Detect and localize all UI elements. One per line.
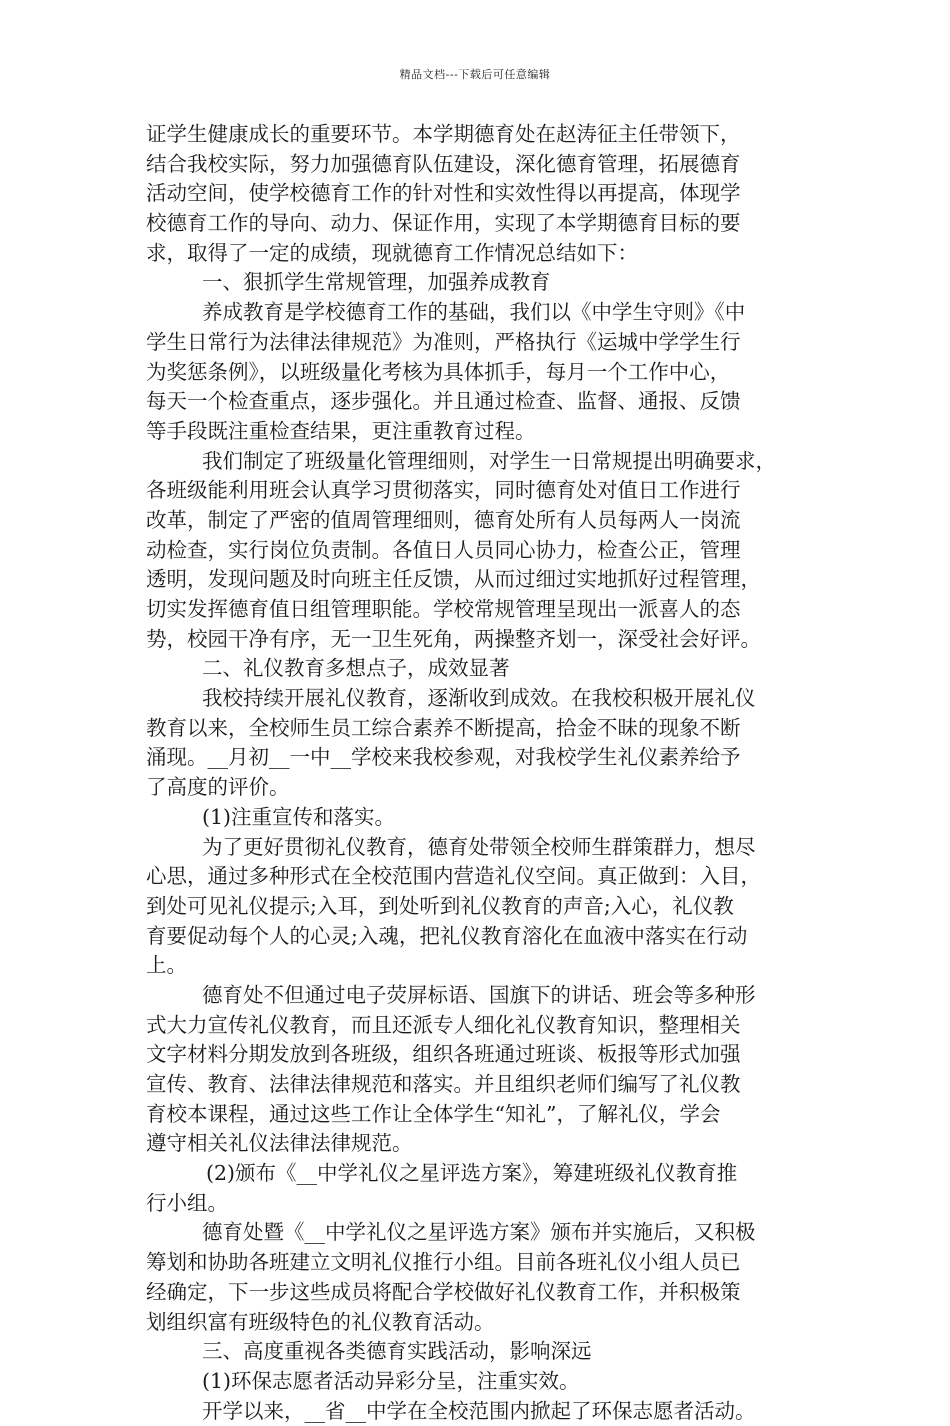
text-line: 结合我校实际，努力加强德育队伍建设，深化德育管理，拓展德育 bbox=[146, 151, 741, 176]
text-line: 行小组。 bbox=[146, 1190, 228, 1215]
text-line: 二、礼仪教育多想点子，成效显著 bbox=[202, 656, 510, 681]
text-line: 宣传、教育、法律法律规范和落实。并且组织老师们编写了礼仪教 bbox=[146, 1072, 741, 1096]
text-line: (2)颁布《__中学礼仪之星评选方案》，筹建班级礼仪教育推 bbox=[206, 1161, 738, 1186]
text-line: 各班级能利用班会认真学习贯彻落实，同时德育处对值日工作进行 bbox=[146, 478, 741, 503]
text-line: 开学以来，__省__中学在全校范围内掀起了环保志愿者活动。 bbox=[202, 1398, 756, 1423]
text-line: 等手段既注重检查结果，更注重教育过程。 bbox=[146, 418, 536, 443]
text-line: 校德育工作的导向、动力、保证作用，实现了本学期德育目标的要 bbox=[146, 211, 741, 236]
text-line: 为奖惩条例》，以班级量化考核为具体抓手，每月一个工作中心， bbox=[146, 359, 731, 384]
text-line: 划组织富有班级特色的礼仪教育活动。 bbox=[146, 1309, 495, 1334]
text-line: 式大力宣传礼仪教育，而且还派专人细化礼仪教育知识，整理相关 bbox=[146, 1012, 741, 1037]
text-line: (1)注重宣传和落实。 bbox=[202, 804, 396, 829]
text-line: 心思，通过多种形式在全校范围内营造礼仪空间。真正做到：入目， bbox=[146, 864, 761, 889]
text-line: 动检查，实行岗位负责制。各值日人员同心协力，检查公正，管理 bbox=[146, 537, 741, 562]
text-line: 育要促动每个人的心灵;入魂，把礼仪教育溶化在血液中落实在行动 bbox=[146, 923, 748, 948]
text-line: 教育以来，全校师生员工综合素养不断提高，拾金不昧的现象不断 bbox=[146, 715, 741, 740]
text-line: 德育处暨《__中学礼仪之星评选方案》颁布并实施后，又积极 bbox=[202, 1220, 756, 1245]
text-line: 一、狠抓学生常规管理，加强养成教育 bbox=[202, 270, 551, 295]
text-line: 遵守相关礼仪法律法律规范。 bbox=[146, 1131, 413, 1156]
text-line: 了高度的评价。 bbox=[146, 775, 290, 800]
text-line: 求，取得了一定的成绩，现就德育工作情况总结如下： bbox=[146, 240, 638, 265]
document-body bbox=[146, 120, 806, 1426]
text-line: 势，校园干净有序，无一卫生死角，两操整齐划一，深受社会好评。 bbox=[146, 626, 761, 651]
text-line: 育校本课程，通过这些工作让全体学生“知礼”，了解礼仪，学会 bbox=[146, 1101, 721, 1126]
text-line: 三、高度重视各类德育实践活动，影响深远 bbox=[202, 1339, 592, 1364]
text-line: 透明，发现问题及时向班主任反馈，从而过细过实地抓好过程管理， bbox=[146, 567, 761, 592]
text-line: 证学生健康成长的重要环节。本学期德育处在赵涛征主任带领下， bbox=[146, 122, 741, 146]
text-line: 我们制定了班级量化管理细则，对学生一日常规提出明确要求， bbox=[202, 448, 776, 473]
text-line: 为了更好贯彻礼仪教育，德育处带领全校师生群策群力，想尽 bbox=[202, 834, 756, 859]
text-line: 我校持续开展礼仪教育，逐渐收到成效。在我校积极开展礼仪 bbox=[202, 686, 756, 711]
text-line: 养成教育是学校德育工作的基础，我们以《中学生守则》《中 bbox=[202, 300, 746, 325]
text-line: 每天一个检查重点，逐步强化。并且通过检查、监督、通报、反馈 bbox=[146, 389, 741, 414]
text-line: 切实发挥德育值日组管理职能。学校常规管理呈现出一派喜人的态 bbox=[146, 597, 741, 621]
text-line: 经确定，下一步这些成员将配合学校做好礼仪教育工作，并积极策 bbox=[146, 1279, 741, 1304]
text-line: 学生日常行为法律法律规范》为准则，严格执行《运城中学学生行 bbox=[146, 329, 741, 354]
text-line: 筹划和协助各班建立文明礼仪推行小组。目前各班礼仪小组人员已 bbox=[146, 1250, 741, 1275]
text-line: 活动空间，使学校德育工作的针对性和实效性得以再提高，体现学 bbox=[146, 181, 741, 206]
text-line: 文字材料分期发放到各班级，组织各班通过班谈、板报等形式加强 bbox=[146, 1042, 741, 1067]
text-line: 改革，制定了严密的值周管理细则，德育处所有人员每两人一岗流 bbox=[146, 507, 741, 532]
text-line: (1)环保志愿者活动异彩分呈，注重实效。 bbox=[202, 1368, 580, 1393]
text-line: 到处可见礼仪提示;入耳，到处听到礼仪教育的声音;入心，礼仪教 bbox=[146, 893, 734, 918]
page-header: 精品文档---下载后可任意编辑 bbox=[399, 68, 551, 81]
text-line: 上。 bbox=[146, 953, 187, 978]
text-line: 德育处不但通过电子荧屏标语、国旗下的讲话、班会等多种形 bbox=[202, 982, 756, 1007]
text-line: 涌现。__月初__一中__学校来我校参观，对我校学生礼仪素养给予 bbox=[146, 745, 741, 770]
